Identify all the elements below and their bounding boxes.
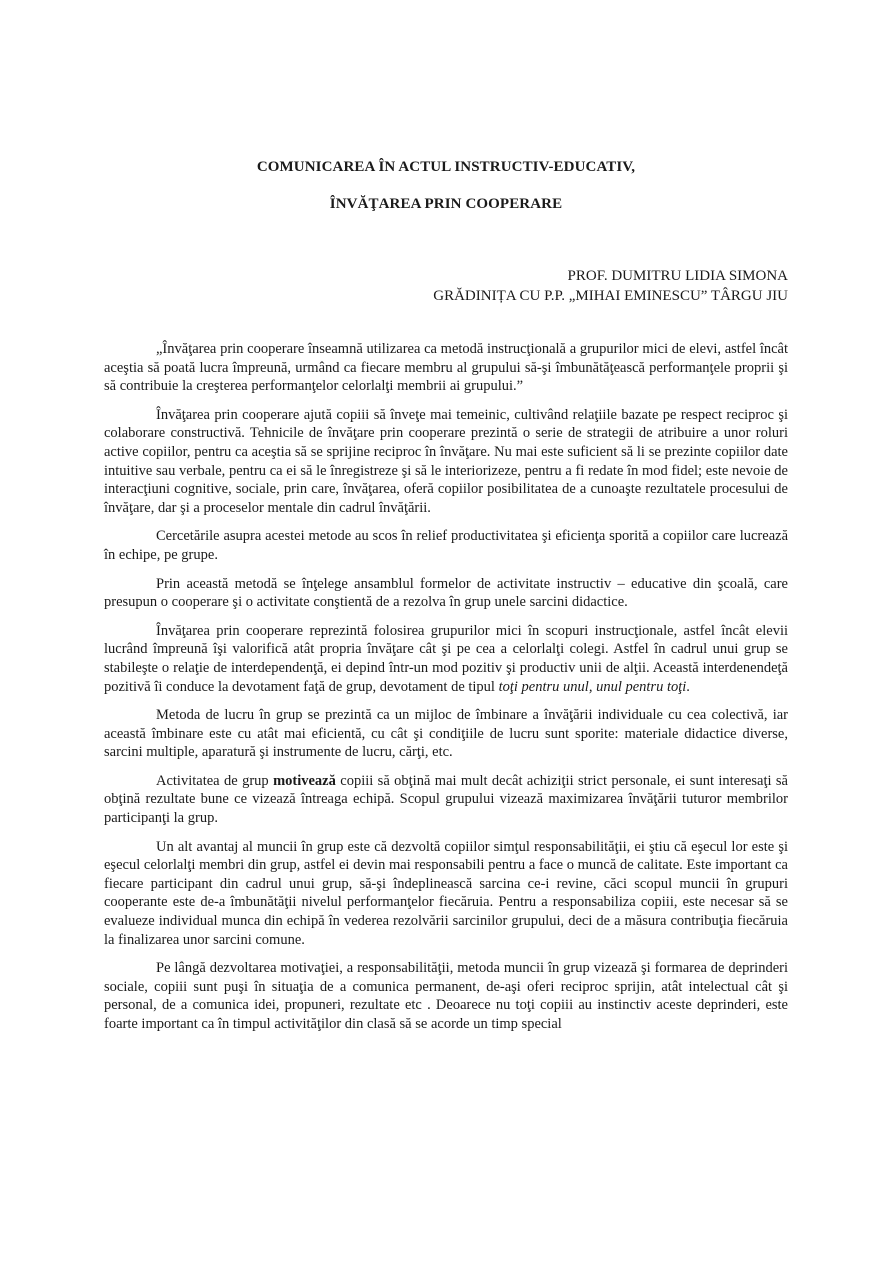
paragraph-4: Prin această metodă se înţelege ansamblul formelor de activitate instructiv – educative din şcoală, care presupun o cooperare şi o activitate conştientă de a rezolva în grup unele sarcini didactice. (104, 575, 788, 611)
title-line-2: ÎNVĂŢAREA PRIN COOPERARE (329, 196, 563, 212)
paragraph-5-end: . (686, 678, 690, 695)
paragraph-6: Metoda de lucru în grup se prezintă ca un mijloc de îmbinare a învăţării individuale cu cea colectivă, iar această îmbinare este cu atât mai eficientă, cu cât şi condiţiile de lucru sunt sporite: materiale didactice diverse, sarcini multiple, aparatură şi instrumente de lucru, cărţi, etc. (104, 707, 788, 761)
paragraph-1: „Învăţarea prin cooperare înseamnă utilizarea ca metodă instrucţională a grupurilor mici de elevi, astfel încât aceştia să poată lucra împreună, urmând ca fiecare membru al grupului să-şi îmbunătăţească performanţele proprii şi să contribuie la creşterea performanţelor celorlalţi membrii ai grupului.” (104, 341, 788, 395)
article-body (104, 340, 788, 1034)
paragraph-8: Un alt avantaj al muncii în grup este că dezvoltă copiilor simţul responsabilităţii, ei ştiu că eşecul lor este şi eşecul celorlalţi membri din grup, astfel ei devin mai responsabili pentru a face o muncă de calitate. Este important ca fiecare participant din cadrul unui grup, să-şi îndeplinească sarcina ce-i revine, căci scopul muncii în grupuri cooperante este de-a îmbunătăţii nivelul performanţelor fiecăruia. Pentru a responsabiliza copiii, este necesar să se evalueze individual munca din echipă în vederea rezolvării sarcinilor grupului, deci de a măsura contribuţia fiecăruia la finalizarea unor sarcini comune. (104, 838, 788, 948)
author-institution: GRĂDINIȚA CU P.P. „MIHAI EMINESCU” TÂRGU JIU (433, 288, 788, 304)
paragraph-9: Pe lângă dezvoltarea motivaţiei, a responsabilităţii, metoda muncii în grup vizează şi formarea de deprinderi sociale, copiii sunt puşi în situaţia de a comunica permanent, de-aşi oferi reciproc sprijin, atât intelectual cât şi personal, de a comunica idei, propuneri, rezultate etc . Deoarece nu toţi copiii au instinctiv aceste deprinderi, este foarte important ca în timpul activităţilor din clasă să se acorde un timp special (104, 960, 788, 1032)
paragraph-3: Cercetările asupra acestei metode au scos în relief productivitatea şi eficienţa sporită a copiilor care lucrează în echipe, pe grupe. (104, 528, 788, 563)
paragraph-7 (104, 772, 788, 828)
paragraph-7-bold: motivează (273, 772, 336, 789)
paragraph-5 (104, 622, 788, 696)
paragraph-5-italic: toţi pentru unul, unul pentru toţi (498, 678, 687, 695)
paragraph-2: Învăţarea prin cooperare ajută copiii să înveţe mai temeinic, cultivând relaţiile bazate pe respect reciproc şi colaborare constructivă. Tehnicile de învăţare prin cooperare prezintă o serie de strategii de atribuire a unor roluri active copiilor, pentru ca aceştia să se sprijine reciproc în învăţare. Nu mai este suficient să li se prezinte copiilor date intuitive sau verbale, pentru ca ei să le înregistreze şi să le interiorizeze, pentru a fi redate în mod fidel; este nevoie de interacţiuni cognitive, sociale, prin care, învăţarea, oferă copiilor posibilitatea de a cunoaşte rezultatele procesului de învăţare, dar şi a proceselor mentale din cadrul învăţării. (104, 406, 788, 516)
paragraph-7-start: Activitatea de grup (156, 772, 274, 789)
paragraph-5-text: Învăţarea prin cooperare reprezintă folosirea grupurilor mici în scopuri instrucţionale, astfel încât elevii lucrând împreună îşi valorifică atât propria învăţare cât şi pe cea a celorlalţi colegi. Astfel în cadrul unui grup se stabileşte o relaţie de interdependenţă, ei depind într-un mod pozitiv şi productiv unii de alţii. Această interdenendeţă pozitivă îi conduce la devotament faţă de grup, devotament de tipul (104, 622, 788, 695)
paragraph-7-rest: copiii să obţină mai mult decât achiziţii strict personale, ei sunt interesaţi să obţină rezultate bune ce vizează întreaga echipă. Scopul grupului vizează maximizarea învăţării tuturor membrilor participanţi la grup. (104, 772, 788, 827)
author-name: PROF. DUMITRU LIDIA SIMONA (567, 268, 788, 284)
title-line-1: COMUNICAREA ÎN ACTUL INSTRUCTIV-EDUCATIV, (256, 159, 636, 175)
